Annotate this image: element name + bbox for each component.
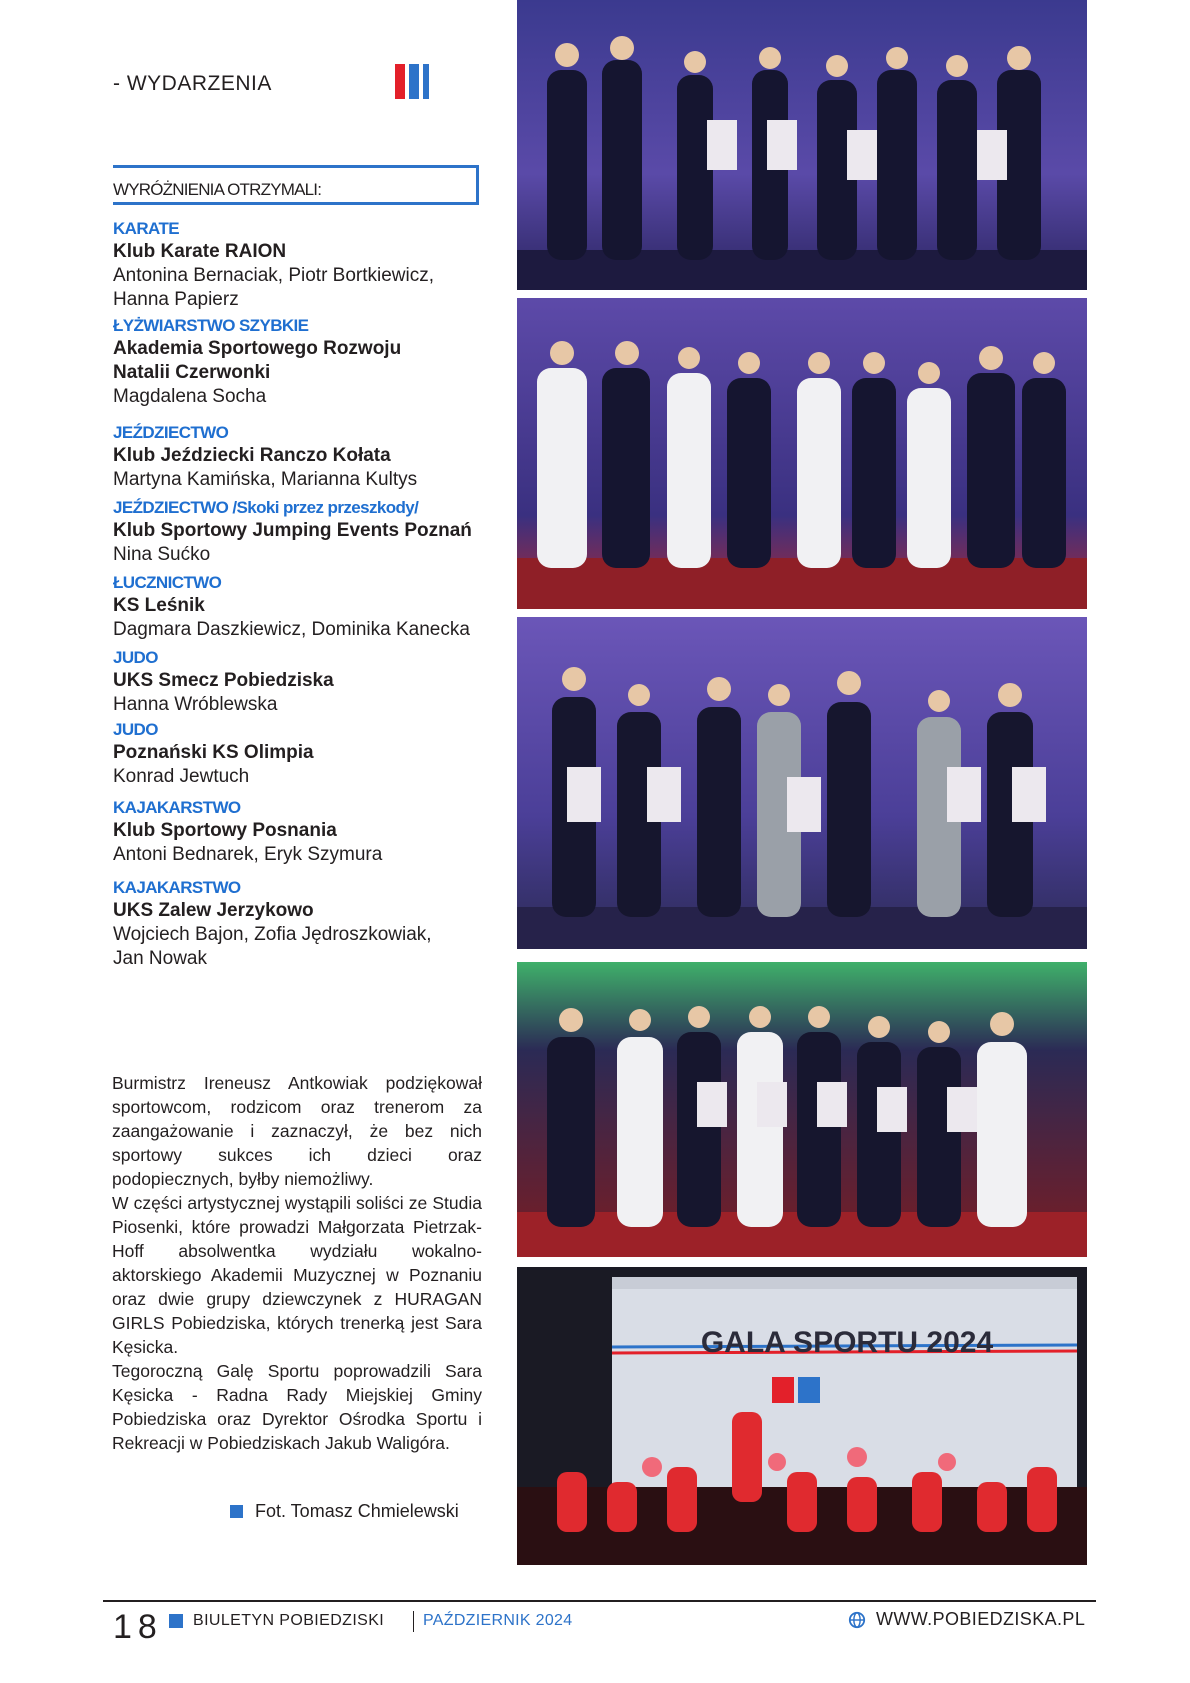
award-item — [113, 572, 493, 642]
photo-group-4 — [517, 962, 1087, 1257]
award-item — [113, 877, 493, 971]
section-label: - WYDARZENIA — [113, 72, 272, 95]
award-category: JUDO — [113, 648, 158, 667]
photo-credit — [230, 1501, 459, 1522]
award-category: KARATE — [113, 219, 179, 238]
award-club: KS Leśnik — [113, 595, 205, 616]
award-club: Klub Sportowy Posnania — [113, 820, 337, 841]
award-names: Jan Nowak — [113, 948, 207, 969]
award-club: UKS Zalew Jerzykowo — [113, 900, 314, 921]
paragraph: Tegoroczną Galę Sportu poprowadzili Sara Kęsicka - Radna Rady Miejskiej Gminy Pobiedziska oraz Dyrektor Ośrodka Sportu i Rekreacji w Pobiedziskach Jakub Waligóra. — [112, 1361, 482, 1453]
square-bullet-icon — [169, 1614, 183, 1628]
award-category: KAJAKARSTWO — [113, 878, 241, 897]
award-category: KAJAKARSTWO — [113, 798, 241, 817]
award-club: Klub Karate RAION — [113, 241, 287, 262]
website — [848, 1609, 1085, 1630]
award-names: Dagmara Daszkiewicz, Dominika Kanecka — [113, 619, 470, 640]
award-item — [113, 422, 493, 492]
photo-group-1 — [517, 0, 1087, 290]
publication-name: BIULETYN POBIEDZISKI — [193, 1612, 385, 1629]
award-item — [113, 797, 493, 867]
award-category: ŁYŻWIARSTWO SZYBKIE — [113, 316, 309, 335]
award-names: Magdalena Socha — [113, 386, 267, 407]
footer-separator — [413, 1611, 414, 1632]
award-item — [113, 647, 493, 717]
photo-credit-text: Fot. Tomasz Chmielewski — [255, 1501, 459, 1521]
page-number: 18 — [113, 1608, 163, 1646]
award-club: Akademia Sportowego Rozwoju — [113, 338, 402, 359]
awards-list — [113, 218, 493, 971]
awards-heading-box — [113, 165, 479, 205]
award-names: Hanna Papierz — [113, 289, 239, 310]
award-names: Nina Sućko — [113, 544, 211, 565]
award-names: Konrad Jewtuch — [113, 766, 250, 787]
award-names: Wojciech Bajon, Zofia Jędroszkowiak, — [113, 924, 432, 945]
screen-title: GALA SPORTU 2024 — [700, 1326, 994, 1359]
award-category: JUDO — [113, 720, 158, 739]
award-club: Poznański KS Olimpia — [113, 742, 314, 763]
photo-group-2 — [517, 298, 1087, 609]
award-club: UKS Smecz Pobiedziska — [113, 670, 334, 691]
photo-group-3 — [517, 617, 1087, 949]
awards-heading: WYRÓŻNIENIA OTRZYMALI: — [113, 180, 322, 199]
paragraph: Burmistrz Ireneusz Antkowiak podziękował sportowcom, rodzicom oraz trenerom za zaangażowanie i zaznaczył, że bez nich sportowy sukces ich dzieci oraz podopiecznych, byłby niemożliwy. — [112, 1073, 482, 1189]
award-item — [113, 719, 493, 789]
issue-date: PAŹDZIERNIK 2024 — [423, 1612, 573, 1629]
award-club: Natalii Czerwonki — [113, 362, 271, 383]
award-item — [113, 218, 493, 312]
award-names: Antoni Bednarek, Eryk Szymura — [113, 844, 383, 865]
award-category: JEŹDZIECTWO — [113, 423, 229, 442]
paragraph: W części artystycznej wystąpili soliści ze Studia Piosenki, które prowadzi Małgorzata Pietrzak-Hoff absolwentka wydziału wokalno-aktorskiego Akademii Muzycznej w Poznaniu oraz dwie grupy dziewczynek z HURAGAN GIRLS Pobiedziska, których trenerką jest Sara Kęsicka. — [112, 1193, 482, 1357]
award-category: ŁUCZNICTWO — [113, 573, 222, 592]
article-body — [112, 1071, 482, 1455]
footer-rule — [103, 1600, 1096, 1602]
award-names: Martyna Kamińska, Marianna Kultys — [113, 469, 418, 490]
award-club: Klub Jeździecki Ranczo Kołata — [113, 445, 391, 466]
photo-gala-stage — [517, 1267, 1087, 1565]
award-item — [113, 315, 493, 409]
website-url[interactable]: WWW.POBIEDZISKA.PL — [876, 1609, 1086, 1629]
award-names: Antonina Bernaciak, Piotr Bortkiewicz, — [113, 265, 435, 286]
square-bullet-icon — [230, 1505, 243, 1518]
award-item — [113, 497, 493, 567]
award-club: Klub Sportowy Jumping Events Poznań — [113, 520, 472, 541]
globe-icon — [848, 1611, 866, 1629]
award-names: Hanna Wróblewska — [113, 694, 278, 715]
flag-decoration — [395, 64, 431, 99]
award-category: JEŹDZIECTWO /Skoki przez przeszkody/ — [113, 498, 419, 517]
